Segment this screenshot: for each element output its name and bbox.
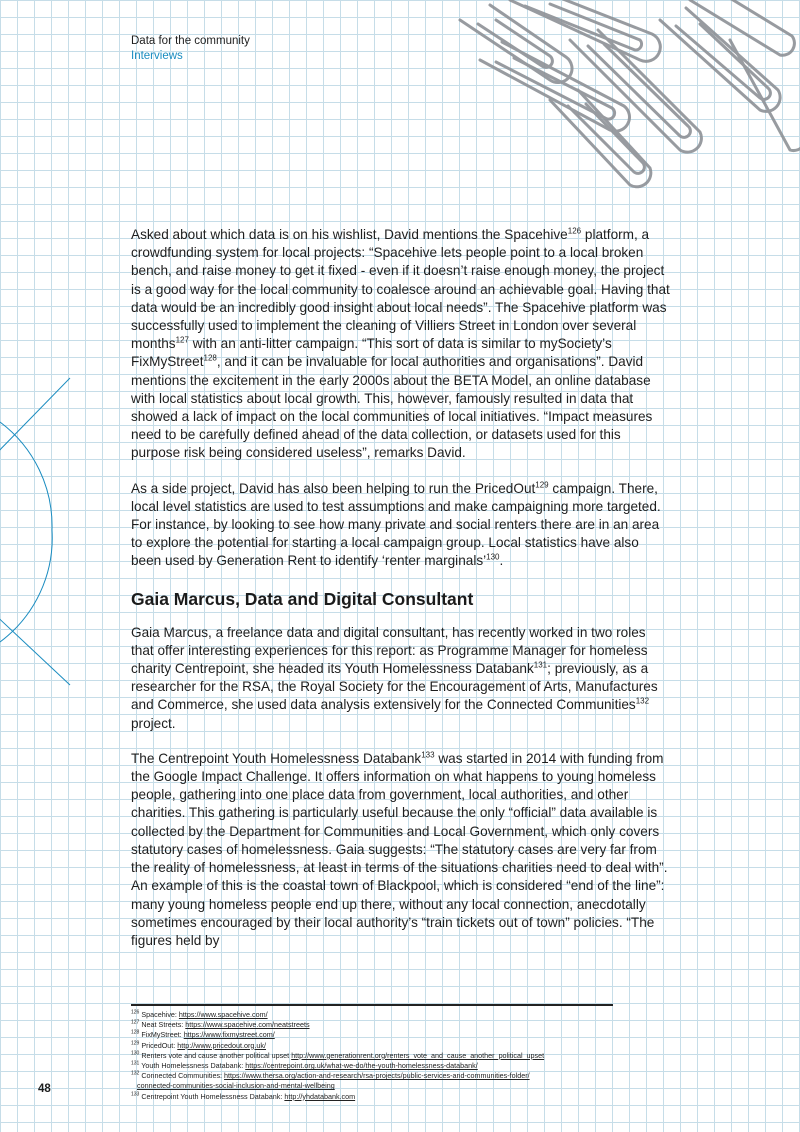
- footnote-ref[interactable]: 129: [535, 480, 549, 490]
- paragraph: Gaia Marcus, a freelance data and digital consultant, has recently worked in two roles that offer interesting experiences for this report: as Programme Manager for homeless charity Centrepoint, she headed its Youth Homelessness Databank$^{131}$; previously, as a researcher for the RSA, the Royal Society for the Encouragement of Arts, Manufactures and Commerce, she used data analysis extensively for the Connected Communities$^{132}$ project.: [131, 624, 658, 731]
- paperclips-illustration: [430, 0, 800, 200]
- footnote: $^{131}$ Youth Homelessness Databank: https://centrepoint.org.uk/what-we-do/the-youth-homelessness-databank/: [131, 1060, 478, 1071]
- footnote-link[interactable]: https://www.spacehive.com/neatstreets: [185, 1020, 310, 1030]
- footnote: $^{129}$ PricedOut: http://www.pricedout.org.uk/: [131, 1040, 266, 1050]
- footnote-link[interactable]: http://www.pricedout.org.uk/: [177, 1040, 266, 1050]
- footnote-ref[interactable]: 132: [635, 696, 650, 706]
- footnote-ref[interactable]: 131: [533, 660, 548, 670]
- footnote-ref[interactable]: 133: [421, 750, 435, 760]
- footnote-link[interactable]: http://www.generationrent.org/renters_vote_and_cause_another_political_upset: [291, 1050, 545, 1060]
- footnotes: [131, 1010, 631, 1102]
- section-heading: Gaia Marcus, Data and Digital Consultant: [131, 588, 474, 609]
- footnote-link[interactable]: https://www.thersa.org/action-and-research/rsa-projects/public-services-and-communities-folder/: [224, 1071, 530, 1081]
- footnote: $^{132}$ Connected Communities: https://www.thersa.org/action-and-research/rsa-projects/public-services-and-communities-folder/ connected-communities-social-inclusion-and-mental-wellbeing: [131, 1070, 530, 1091]
- footnote-link[interactable]: https://www.fixmystreet.com/: [183, 1030, 275, 1040]
- footnote-ref[interactable]: 130: [486, 552, 500, 562]
- running-header: [131, 34, 250, 64]
- header-section: Interviews: [131, 50, 183, 62]
- footnote-ref[interactable]: 128: [203, 353, 217, 363]
- page-number: 48: [38, 1083, 51, 1095]
- footnote: $^{127}$ Neat Streets: https://www.spacehive.com/neatstreets: [131, 1019, 310, 1030]
- footnote-link[interactable]: https://centrepoint.org.uk/what-we-do/the-youth-homelessness-databank/: [245, 1061, 478, 1071]
- footnote-link[interactable]: https://www.spacehive.com/: [178, 1010, 268, 1019]
- paragraph: Asked about which data is on his wishlist, David mentions the Spacehive$^{126}$ platform, a crowdfunding system for local projects: “Spacehive lets people point to a local broken bench, and raise money to get it fixed - even if it doesn’t raise enough money, the project is a good way for the local community to coalesce around an achievable goal. Having that data would be an incredibly good insight about local needs”. The Spacehive platform was successfully used to implement the cleaning of Villiers Street in London over several months$^{127}$ with an anti-litter campaign. “This sort of data is similar to mySociety’s FixMyStreet$^{128}$, and it can be invaluable for local authorities and organisations”. David mentions the excitement in the early 2000s about the BETA Model, an online database with local statistics about local growth. This, however, famously resulted in data that showed a lack of impact on the local communities of local initiatives. “Impact measures need to be carefully defined ahead of the data collection, or datasets used for this purpose risk being considered useless”, remarks David.: [131, 226, 670, 461]
- footnote-ref[interactable]: 127: [175, 335, 189, 345]
- footnote: $^{133}$ Centrepoint Youth Homelessness Databank: http://yhdatabank.com: [131, 1091, 356, 1101]
- footnote: $^{128}$ FixMyStreet: https://www.fixmystreet.com/: [131, 1030, 275, 1040]
- footnote-link-continued[interactable]: connected-communities-social-inclusion-and-mental-wellbeing: [137, 1081, 335, 1091]
- footnote: $^{130}$ Renters vote and cause another political upset http://www.generationrent.org/renters_vote_and_cause_another_political_upset: [131, 1050, 545, 1060]
- footnote-ref[interactable]: 126: [567, 226, 582, 236]
- article-body: [131, 226, 671, 967]
- header-title: Data for the community: [131, 35, 250, 47]
- decorative-arcs: [0, 360, 90, 700]
- footnote: $^{126}$ Spacehive: https://www.spacehive.com/: [131, 1009, 268, 1019]
- paragraph: The Centrepoint Youth Homelessness Databank$^{133}$ was started in 2014 with funding from the Google Impact Challenge. It offers information on what happens to young homeless people, gathering into one place data from government, local authorities, and other charities. This gathering is particularly useful because the only “official” data available is collected by the Department for Communities and Local Government, which only covers statutory cases of homelessness. Gaia suggests: “The statutory cases are very far from the reality of homelessness, at least in terms of the situations charities need to deal with”. An example of this is the coastal town of Blackpool, which is considered “end of the line”: many young homeless people end up there, without any local connection, anecdotally sometimes encouraged by their local authority’s “train tickets out of town” policies. “The figures held by: [131, 750, 668, 948]
- footnote-link[interactable]: http://yhdatabank.com: [284, 1091, 356, 1101]
- paragraph: As a side project, David has also been helping to run the PricedOut$^{129}$ campaign. There, local level statistics are used to test assumptions and make campaigning more targeted. For instance, by looking to see how many private and social renters there are in an area to explore the potential for starting a local campaign group. Local statistics have also been used by Generation Rent to identify ‘renter marginals’$^{130}$.: [131, 480, 661, 569]
- footnote-divider: [131, 1004, 613, 1006]
